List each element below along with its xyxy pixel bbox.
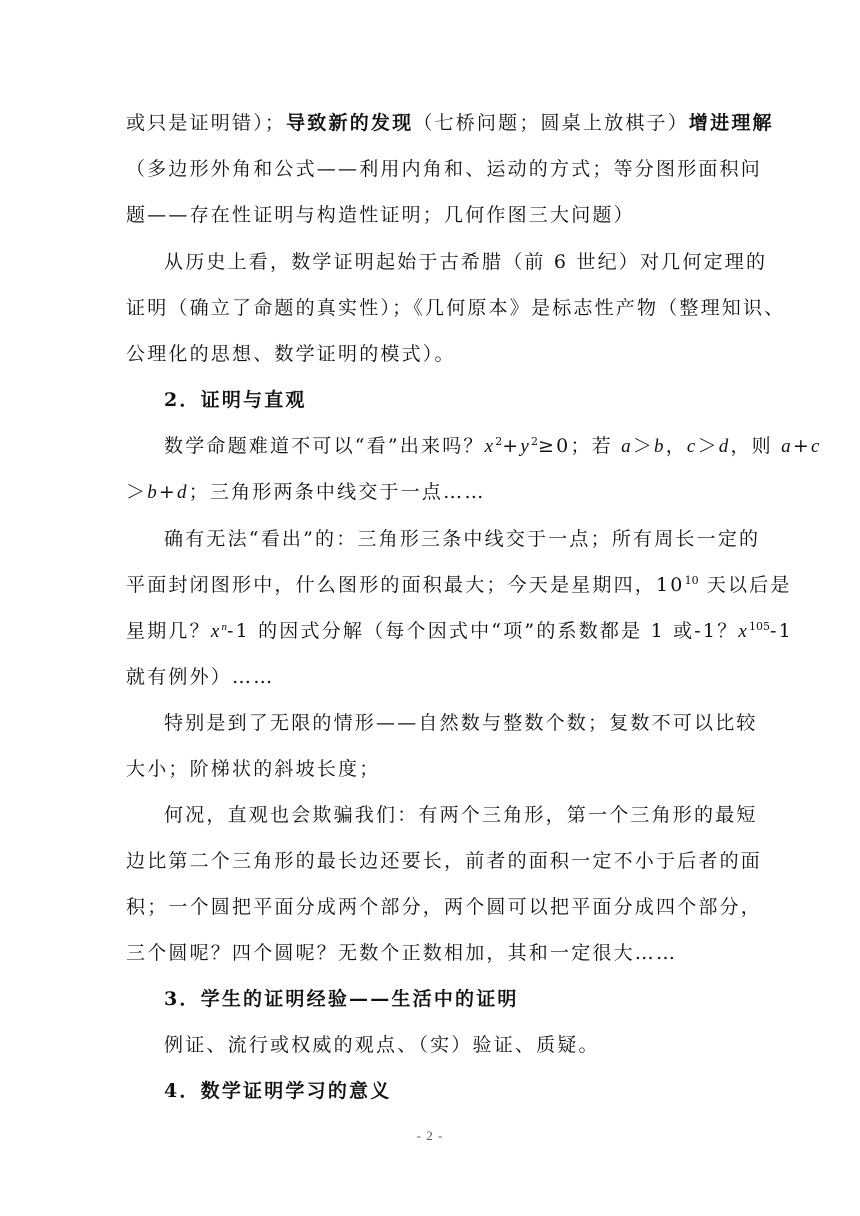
superscript: 105 (749, 620, 771, 633)
text-run: -1 的因式分解（每个因式中“项”的系数都是 1 或-1？ (226, 620, 739, 642)
paragraph-line: （多边形外角和公式——利用内角和、运动的方式；等分图形面积问 (126, 158, 763, 180)
text-run: ＞ (632, 435, 655, 457)
paragraph-line: 例证、流行或权威的观点、（实）验证、质疑。 (164, 1034, 600, 1056)
text-run: 星期几？ (126, 620, 211, 642)
page-number: - 2 - (416, 1128, 444, 1143)
text-run: -1 (770, 620, 793, 642)
paragraph-line: 从历史上看，数学证明起始于古希腊（前 6 世纪）对几何定理的 (164, 251, 768, 273)
paragraph-line (126, 573, 792, 597)
paragraph-line: 三个圆呢？四个圆呢？无数个正数相加，其和一定很大…… (126, 942, 678, 964)
paragraph-line: 公理化的思想、数学证明的模式）。 (126, 343, 456, 365)
superscript: 10 (684, 574, 699, 587)
text-run: + (792, 435, 811, 457)
math-var: c (686, 436, 698, 457)
paragraph-line: 题——存在性证明与构造性证明；几何作图三大问题） (126, 204, 635, 226)
paragraph-line: 何况，直观也会欺骗我们：有两个三角形，第一个三角形的最短 (164, 804, 758, 826)
text-run: 数学命题难道不可以“看”出来吗？ (164, 435, 485, 457)
math-var: a (621, 436, 633, 457)
text-run: ， (665, 435, 687, 457)
paragraph-line: 大小；阶梯状的斜坡长度； (126, 758, 381, 780)
paragraph-line (126, 619, 793, 644)
math-var: d (718, 436, 731, 457)
math-var: a (781, 436, 793, 457)
math-var: x (484, 436, 496, 457)
math-var: c (810, 436, 822, 457)
math-var: y (520, 436, 532, 457)
math-var: b (654, 436, 666, 457)
text-run: + (502, 435, 521, 457)
text-run: ，则 (730, 435, 782, 457)
text-run: ＞ (697, 435, 719, 457)
paragraph-line (126, 111, 774, 135)
paragraph-line (126, 480, 486, 505)
superscript: 2 (531, 435, 539, 448)
section-heading: 2．证明与直观 (164, 389, 307, 411)
text-run: 天以后是 (698, 574, 792, 596)
paragraph-line: 边比第二个三角形的最长边还要长，前者的面积一定不小于后者的面 (126, 850, 763, 872)
superscript: 2 (495, 435, 503, 448)
text-run: ；三角形两条中线交于一点…… (188, 481, 486, 503)
paragraph-line (164, 434, 822, 459)
bold-text: 增进理解 (688, 112, 774, 134)
section-heading: 3．学生的证明经验——生活中的证明 (164, 988, 519, 1010)
text-run: （七桥问题；圆桌上放棋子） (413, 112, 689, 134)
text-run: + (158, 481, 178, 503)
paragraph-line: 证明（确立了命题的真实性）；《几何原本》是标志性产物（整理知识、 (126, 297, 786, 319)
text-run: 平面封闭图形中，什么图形的面积最大；今天是星期四，10 (126, 574, 685, 596)
paragraph-line: 积；一个圆把平面分成两个部分，两个圆可以把平面分成四个部分， (126, 896, 763, 918)
text-run: ≥0；若 (538, 435, 622, 457)
math-var: x (738, 621, 750, 642)
math-var: b (147, 482, 159, 503)
bold-text: 导致新的发现 (286, 112, 414, 134)
math-var: x (210, 621, 222, 642)
math-var: d (177, 482, 189, 503)
superscript: n (221, 621, 227, 633)
text-run: ＞ (126, 481, 148, 503)
paragraph-line: 特别是到了无限的情形——自然数与整数个数；复数不可以比较 (164, 712, 758, 734)
paragraph-line: 确有无法“看出”的：三角形三条中线交于一点；所有周长一定的 (164, 528, 761, 550)
paragraph-line: 就有例外）…… (126, 666, 275, 688)
section-heading: 4．数学证明学习的意义 (164, 1080, 392, 1102)
text-run: 或只是证明错）； (126, 112, 287, 134)
